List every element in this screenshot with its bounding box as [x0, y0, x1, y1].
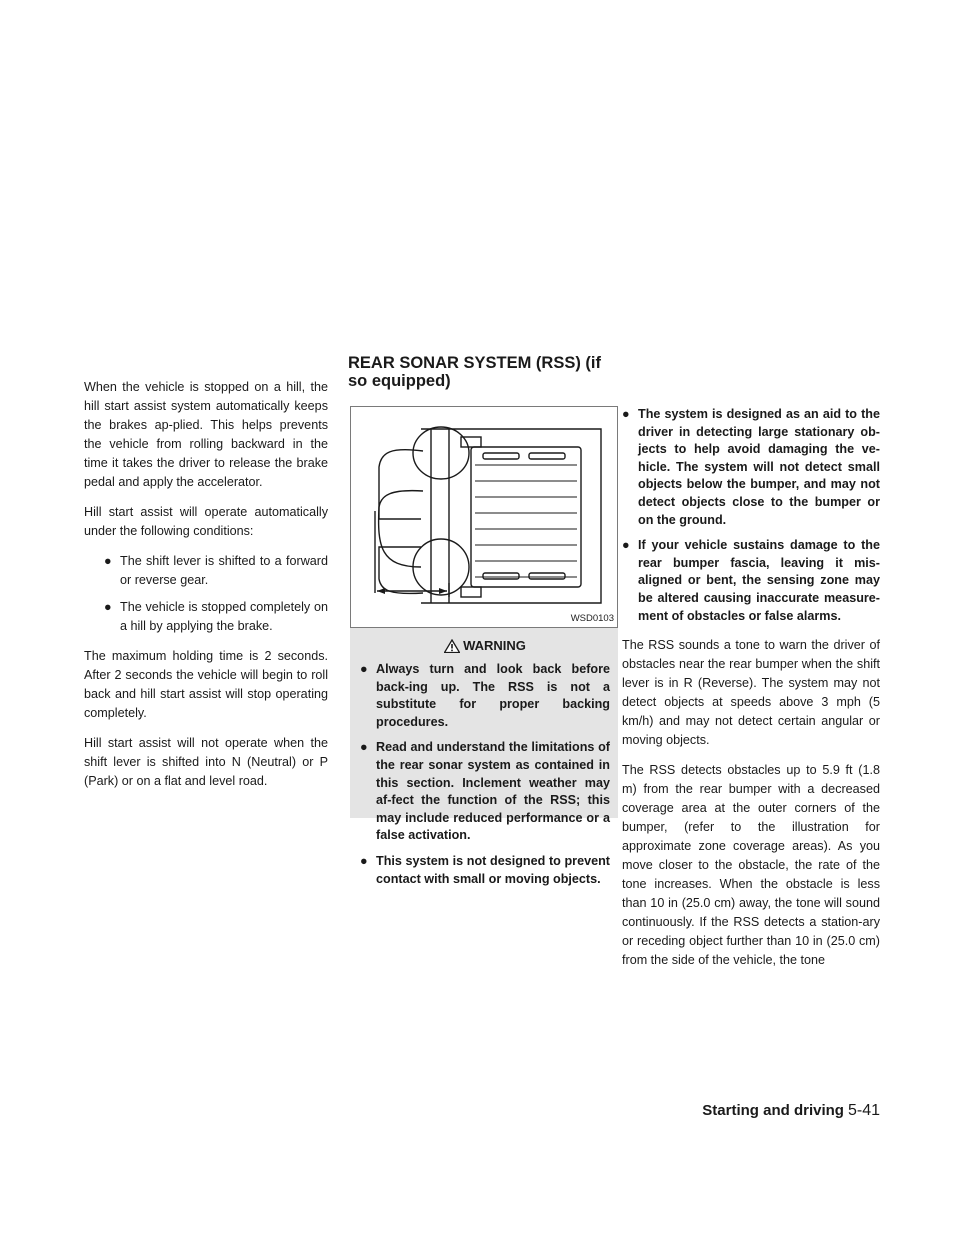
bullet-icon: ● [622, 538, 630, 553]
bullet-icon: ● [360, 853, 368, 868]
bullet-icon: ● [360, 740, 368, 755]
bullet-icon: ● [104, 554, 112, 568]
right-column [622, 406, 880, 981]
warning-icon [444, 639, 460, 653]
warning-box [350, 628, 618, 886]
vehicle-rear-diagram [351, 407, 617, 627]
list-item: ● The vehicle is stopped completely on a hill by applying the brake. [104, 600, 328, 633]
list-item: ● If your vehicle sustains damage to the rear bumper fascia, leaving it mis-aligned or bent, the sensing zone may be altered causing inaccurate measure-ment of obstacles or false alarms. [622, 538, 880, 623]
conditions-list [84, 552, 328, 636]
paragraph: When the vehicle is stopped on a hill, the hill start assist system automatically keeps the brakes ap-plied. This helps prevents the vehicle from rolling backward in the time it takes the driver to release the brake pedal and apply the accelerator. [84, 380, 328, 489]
paragraph: The RSS detects obstacles up to 5.9 ft (1.8 m) from the rear bumper with a decreased coverage area at the outer corners of the bumper, (refer to the illustration for approximate zone coverage areas). As you move closer to the obstacle, the rate of the tone increases. When the obstacle is less than 10 in (25.0 cm) away, the tone will sound continuously. If the RSS detects a station-ary or receding object further than 10 in (25.0 cm) from the side of the vehicle, the tone [622, 763, 880, 968]
list-item: ● The shift lever is shifted to a forward or reverse gear. [104, 554, 328, 587]
list-item: ● The system is designed as an aid to the driver in detecting large stationary ob-jects to help avoid damaging the ve-hicle. The system will not detect small objects below the bumper, and may not detect objects close to the bumper or on the ground. [622, 407, 880, 527]
figure-id: WSD0103 [570, 613, 614, 624]
paragraph: Hill start assist will not operate when the shift lever is shifted into N (Neutral) or P (Park) or on a flat and level road. [84, 736, 328, 788]
bullet-icon: ● [360, 662, 368, 676]
section-title: REAR SONAR SYSTEM (RSS) (if so equipped) [348, 354, 602, 390]
bullet-icon: ● [104, 600, 112, 614]
left-column [84, 378, 328, 802]
paragraph: The maximum holding time is 2 seconds. After 2 seconds the vehicle will begin to roll back and hill start assist will stop operating completely. [84, 649, 328, 720]
caution-list [622, 406, 880, 625]
page-footer [694, 1102, 880, 1120]
paragraph: Hill start assist will operate automatically under the following conditions: [84, 505, 328, 538]
list-item: ● Read and understand the limitations of the rear sonar system as contained in this section. Inclement weather may af-fect the function of the RSS; this may include reduced performance or a false activation. [360, 740, 610, 843]
warning-list [360, 661, 610, 888]
list-item: ● This system is not designed to prevent contact with small or moving objects. [360, 853, 610, 886]
bullet-icon: ● [622, 407, 630, 421]
footer-section: Starting and driving [702, 1102, 844, 1119]
list-item: ● Always turn and look back before back-ing up. The RSS is not a substitute for proper backing procedures. [360, 662, 610, 729]
paragraph: The RSS sounds a tone to warn the driver of obstacles near the rear bumper when the shift lever is in R (Reverse). The system may not detect objects at speeds above 3 mph (5 km/h) and may not detect certain angular or moving objects. [622, 638, 880, 748]
page-number: 5-41 [847, 1102, 880, 1119]
sonar-zone-illustration [350, 406, 618, 628]
warning-header: WARNING [360, 638, 610, 653]
